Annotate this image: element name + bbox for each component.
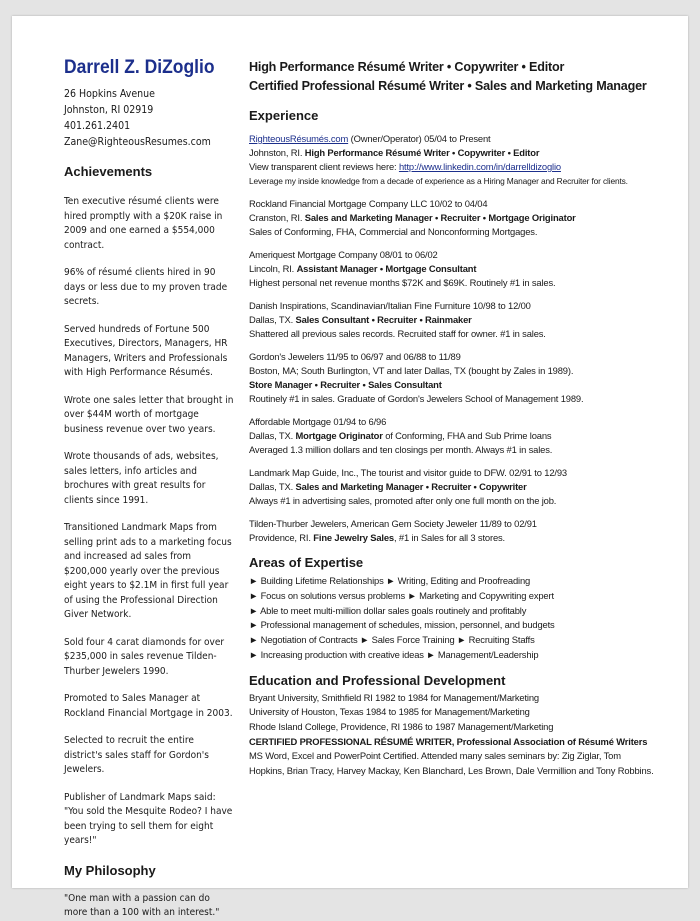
line-text: (Owner/Operator) 05/04 to Present	[348, 133, 491, 144]
line-text: Boston, MA; South Burlington, VT and later Dallas, TX (bought by Zales in 1989).	[249, 365, 574, 376]
job-entry	[249, 350, 681, 406]
text-line	[249, 720, 681, 735]
line-text: Leverage my inside knowledge from a decade of experience as a Hiring Manager and Recruiter for clients.	[249, 176, 628, 186]
line-text: Landmark Map Guide, Inc., The tourist and visitor guide to DFW. 02/91 to 12/93	[249, 467, 567, 478]
philosophy-quote: "One man with a passion can do more than a 100 with an interest."	[64, 892, 220, 918]
job-title: CERTIFIED PROFESSIONAL RÉSUMÉ WRITER, Professional Association of Résumé Writers	[249, 735, 648, 747]
line-text: Rockland Financial Mortgage Company LLC 10/02 to 04/04	[249, 198, 488, 209]
main-column	[249, 58, 681, 778]
achievement-item: Wrote one sales letter that brought in over $44M worth of mortgage business revenue over two years.	[64, 394, 234, 435]
text-line	[249, 248, 681, 262]
text-line	[249, 764, 681, 779]
text-line	[249, 174, 681, 188]
job-entry	[249, 466, 681, 508]
line-text: Dallas, TX.	[249, 314, 296, 325]
web-link[interactable]: http://www.linkedin.com/in/darrelldizoglio	[398, 161, 561, 172]
achievement-item: Served hundreds of Fortune 500 Executives, Directors, Managers, HR Managers, Writers and Professionals with High Performance Résumés.	[64, 323, 228, 378]
phone-number: 401.261.2401	[64, 120, 131, 132]
line-text: , #1 in Sales for all 3 stores.	[393, 532, 506, 543]
achievements-heading: Achievements	[64, 164, 153, 179]
line-text: Cranston, RI.	[249, 212, 305, 223]
text-line	[249, 378, 681, 392]
text-line	[249, 146, 681, 160]
line-text: Always #1 in advertising sales, promoted after only one full month on the job.	[249, 495, 557, 506]
text-line	[249, 364, 681, 378]
text-line	[249, 735, 681, 750]
expertise-item: ► Professional management of schedules, mission, personnel, and budgets	[249, 619, 555, 631]
line-text: Lincoln, RI.	[249, 263, 297, 274]
email-address[interactable]: Zane@RighteousResumes.com	[64, 136, 211, 148]
sidebar-column	[64, 56, 234, 921]
text-line	[249, 299, 681, 313]
education-heading: Education and Professional Development	[249, 672, 506, 688]
text-line	[249, 415, 681, 429]
education-list	[249, 691, 681, 779]
achievement-item: 96% of résumé clients hired in 90 days or less due to my proven trade secrets.	[64, 267, 228, 307]
experience-list	[249, 132, 681, 545]
headline-line-1: High Performance Résumé Writer • Copywriter • Editor	[249, 60, 565, 74]
job-title: Sales Consultant • Recruiter • Rainmaker	[295, 314, 472, 325]
expertise-item: ► Negotiation of Contracts ► Sales Force Training ► Recruiting Staffs	[249, 634, 535, 646]
achievement-item: Publisher of Landmark Maps said: "You sold the Mesquite Rodeo? I have been trying to sell them for eight years!"	[64, 791, 233, 846]
line-text: Bryant University, Smithfield RI 1982 to 1984 for Management/Marketing	[249, 691, 539, 703]
line-text: MS Word, Excel and PowerPoint Certified. Attended many sales seminars by: Zig Ziglar, Tom	[249, 750, 621, 762]
line-text: Dallas, TX.	[249, 430, 296, 441]
web-link[interactable]: RighteousRésumés.com	[249, 133, 349, 144]
text-line	[249, 429, 681, 443]
line-text: Gordon's Jewelers 11/95 to 06/97 and 06/88 to 11/89	[249, 351, 461, 362]
line-text: Rhode Island College, Providence, RI 1986 to 1987 Management/Marketing	[249, 720, 554, 732]
expertise-heading: Areas of Expertise	[249, 555, 364, 570]
line-text: Dallas, TX.	[249, 481, 296, 492]
text-line	[249, 531, 681, 545]
expertise-item: ► Building Lifetime Relationships ► Writing, Editing and Proofreading	[249, 575, 531, 586]
job-title: Sales and Marketing Manager • Recruiter • Copywriter	[295, 481, 527, 492]
experience-heading: Experience	[249, 108, 319, 123]
expertise-list	[249, 574, 681, 663]
line-text: Shattered all previous sales records. Recruited staff for owner. #1 in sales.	[249, 328, 546, 339]
address-line-1: 26 Hopkins Avenue	[64, 88, 155, 100]
line-text: Sales of Conforming, FHA, Commercial and Nonconforming Mortgages.	[249, 226, 538, 237]
headline-line-2: Certified Professional Résumé Writer • Sales and Marketing Manager	[249, 79, 647, 93]
job-title: Sales and Marketing Manager • Recruiter • Mortgage Originator	[304, 212, 576, 223]
text-line	[249, 160, 681, 174]
job-title: Fine Jewelry Sales	[313, 532, 394, 543]
expertise-item: ► Able to meet multi-million dollar sales goals routinely and profitably	[249, 604, 527, 616]
line-text: Tilden-Thurber Jewelers, American Gem Society Jeweler 11/89 to 02/91	[249, 518, 537, 529]
text-line	[249, 517, 681, 531]
job-entry	[249, 415, 681, 457]
address-line-2: Johnston, RI 02919	[64, 104, 154, 116]
line-text: Averaged 1.3 million dollars and ten closings per month. Always #1 in sales.	[249, 444, 553, 455]
job-entry	[249, 299, 681, 341]
line-text: Hopkins, Brian Tracy, Harvey Mackay, Ken Blanchard, Les Brown, Dale Vermillion and Tony Robbins.	[249, 764, 654, 776]
text-line	[249, 225, 681, 239]
text-line	[249, 262, 681, 276]
achievement-item: Wrote thousands of ads, websites, sales letters, info articles and brochures with great results for clients since 1991.	[64, 451, 219, 506]
line-text: View transparent client reviews here:	[249, 161, 399, 172]
text-line	[249, 392, 681, 406]
achievement-item: Sold four 4 carat diamonds for over $235,000 in sales revenue Tilden-Thurber Jewelers 1990.	[64, 636, 225, 677]
line-text: Danish Inspirations, Scandinavian/Italian Fine Furniture 10/98 to 12/00	[249, 300, 531, 311]
text-line	[249, 132, 681, 146]
job-entry	[249, 132, 681, 188]
job-title: High Performance Résumé Writer • Copywriter • Editor	[304, 147, 540, 158]
achievement-item: Promoted to Sales Manager at Rockland Financial Mortgage in 2003.	[64, 693, 233, 719]
line-text: Providence, RI.	[249, 532, 314, 543]
resume-page	[12, 16, 688, 918]
job-entry	[249, 517, 681, 545]
text-line	[249, 443, 681, 457]
line-text: Affordable Mortgage 01/94 to 6/96	[249, 416, 387, 427]
text-line	[249, 466, 681, 480]
candidate-name: Darrell Z. DiZoglio	[64, 57, 215, 78]
achievement-item: Selected to recruit the entire district's sales staff for Gordon's Jewelers.	[64, 735, 209, 775]
text-line	[249, 327, 681, 341]
expertise-item: ► Focus on solutions versus problems ► Marketing and Copywriting expert	[249, 589, 554, 601]
text-line	[249, 494, 681, 508]
text-line	[249, 211, 681, 225]
line-text: Routinely #1 in sales. Graduate of Gordon's Jewelers School of Management 1989.	[249, 393, 584, 404]
philosophy-heading: My Philosophy	[64, 862, 156, 878]
text-line	[249, 705, 681, 720]
line-text: Highest personal net revenue months $72K and $69K. Routinely #1 in sales.	[249, 277, 556, 288]
line-text: of Conforming, FHA and Sub Prime loans	[382, 430, 552, 441]
job-title: Assistant Manager • Mortgage Consultant	[296, 263, 477, 274]
text-line	[249, 350, 681, 364]
text-line	[249, 480, 681, 494]
line-text: Ameriquest Mortgage Company 08/01 to 06/02	[249, 249, 438, 260]
contact-block	[64, 86, 234, 150]
achievement-item: Ten executive résumé clients were hired promptly with a $20K raise in 2009 and one earned a $554,000 contract.	[64, 196, 223, 251]
achievements-list	[64, 195, 234, 849]
text-line	[249, 749, 681, 764]
achievement-item: Transitioned Landmark Maps from selling print ads to a marketing focus and increased ad sales from $200,000 yearly over the previous eight years to $2.1M in first full year of using the Professional Direction Giver Network.	[64, 522, 232, 620]
job-entry	[249, 197, 681, 239]
job-entry	[249, 248, 681, 290]
line-text: Johnston, RI.	[249, 147, 305, 158]
job-title: Mortgage Originator	[295, 430, 383, 441]
line-text: University of Houston, Texas 1984 to 1985 for Management/Marketing	[249, 706, 530, 718]
text-line	[249, 691, 681, 706]
job-title: Store Manager • Recruiter • Sales Consultant	[249, 379, 442, 390]
expertise-item: ► Increasing production with creative ideas ► Management/Leadership	[249, 648, 539, 660]
text-line	[249, 313, 681, 327]
text-line	[249, 276, 681, 290]
text-line	[249, 197, 681, 211]
